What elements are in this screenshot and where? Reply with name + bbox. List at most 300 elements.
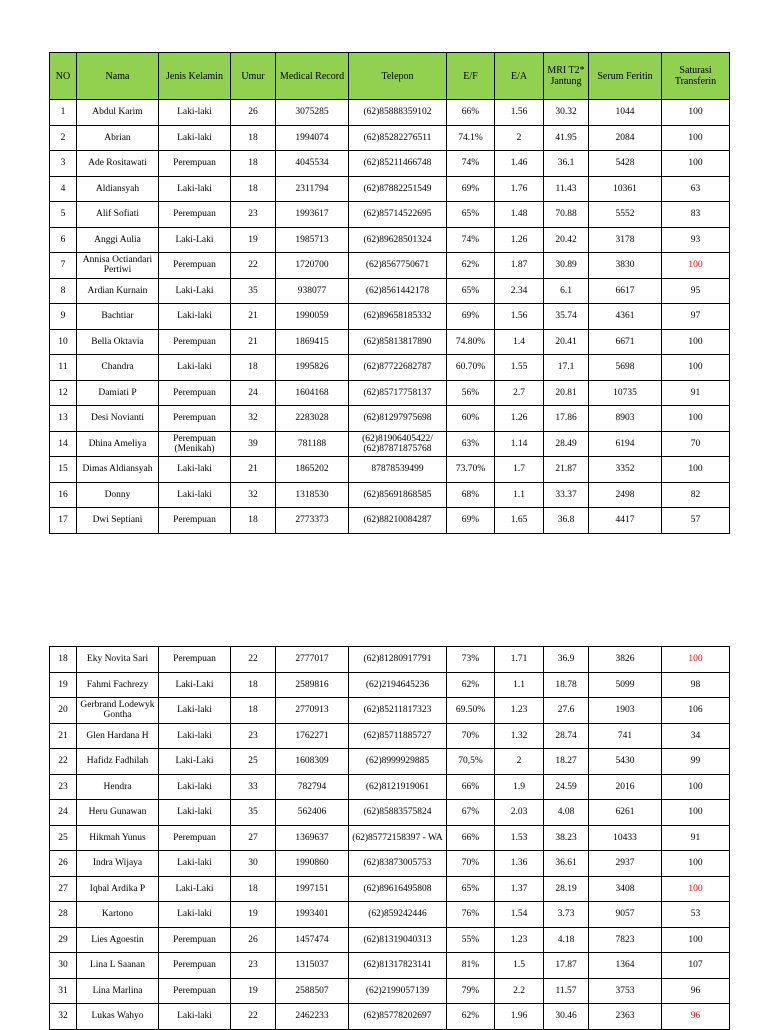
- cell-jenis-kelamin: Laki-laki: [159, 100, 231, 126]
- cell-ef: 74%: [447, 151, 495, 177]
- table-row: [50, 304, 730, 330]
- cell-saturasi-transferin: 53: [662, 902, 730, 928]
- cell-no: 9: [50, 304, 77, 330]
- cell-no: 8: [50, 278, 77, 304]
- header-ea: E/A: [495, 53, 544, 100]
- cell-ea: 1.36: [495, 851, 544, 877]
- cell-jenis-kelamin: Perempuan: [159, 953, 231, 979]
- header-medical-record: Medical Record: [276, 53, 349, 100]
- cell-telepon: (62)85888359102: [349, 100, 447, 126]
- cell-serum-feritin: 3753: [589, 978, 662, 1004]
- cell-mri-t2-jantung: 41.95: [544, 125, 589, 151]
- cell-nama: Glen Hardana H: [77, 723, 159, 749]
- cell-ef: 70%: [447, 723, 495, 749]
- cell-saturasi-transferin: 100: [662, 253, 730, 279]
- cell-telepon: (62)85714522695: [349, 202, 447, 228]
- table-row: [50, 647, 730, 673]
- cell-telepon: (62)81280917791: [349, 647, 447, 673]
- cell-umur: 22: [231, 253, 276, 279]
- cell-jenis-kelamin: Perempuan: [159, 508, 231, 534]
- cell-ea: 1.5: [495, 953, 544, 979]
- cell-serum-feritin: 6194: [589, 431, 662, 457]
- cell-medical-record: 562406: [276, 800, 349, 826]
- cell-ef: 62%: [447, 1004, 495, 1030]
- table-row: [50, 202, 730, 228]
- table-row: [50, 800, 730, 826]
- cell-serum-feritin: 5698: [589, 355, 662, 381]
- cell-mri-t2-jantung: 28.49: [544, 431, 589, 457]
- table-row: [50, 125, 730, 151]
- cell-no: 19: [50, 672, 77, 698]
- cell-saturasi-transferin: 34: [662, 723, 730, 749]
- cell-serum-feritin: 5430: [589, 749, 662, 775]
- cell-jenis-kelamin: Perempuan: [159, 253, 231, 279]
- cell-saturasi-transferin: 70: [662, 431, 730, 457]
- cell-medical-record: 1990059: [276, 304, 349, 330]
- cell-medical-record: 2773373: [276, 508, 349, 534]
- cell-telepon: (62)83873005753: [349, 851, 447, 877]
- cell-serum-feritin: 4361: [589, 304, 662, 330]
- table-row: [50, 953, 730, 979]
- cell-ea: 1.56: [495, 100, 544, 126]
- cell-no: 13: [50, 406, 77, 432]
- cell-serum-feritin: 2498: [589, 482, 662, 508]
- cell-nama: Dimas Aldiansyah: [77, 457, 159, 483]
- table-row: [50, 431, 730, 457]
- cell-jenis-kelamin: Laki-laki: [159, 698, 231, 724]
- cell-ea: 1.23: [495, 927, 544, 953]
- cell-medical-record: 1869415: [276, 329, 349, 355]
- cell-ef: 70%: [447, 851, 495, 877]
- cell-ef: 65%: [447, 278, 495, 304]
- cell-jenis-kelamin: Laki-Laki: [159, 227, 231, 253]
- cell-serum-feritin: 3826: [589, 647, 662, 673]
- cell-medical-record: 1993401: [276, 902, 349, 928]
- cell-jenis-kelamin: Perempuan (Menikah): [159, 431, 231, 457]
- table-row: [50, 774, 730, 800]
- cell-ef: 79%: [447, 978, 495, 1004]
- cell-ef: 60%: [447, 406, 495, 432]
- cell-telepon: (62)89658185332: [349, 304, 447, 330]
- header-no: NO: [50, 53, 77, 100]
- cell-serum-feritin: 1364: [589, 953, 662, 979]
- table-row: [50, 329, 730, 355]
- cell-umur: 23: [231, 723, 276, 749]
- table-row: [50, 672, 730, 698]
- cell-umur: 26: [231, 100, 276, 126]
- cell-umur: 23: [231, 202, 276, 228]
- patient-table-page-1: [49, 52, 730, 534]
- cell-medical-record: 2770913: [276, 698, 349, 724]
- cell-ea: 1.54: [495, 902, 544, 928]
- cell-ea: 2.7: [495, 380, 544, 406]
- cell-ef: 66%: [447, 774, 495, 800]
- cell-ef: 73.70%: [447, 457, 495, 483]
- cell-no: 17: [50, 508, 77, 534]
- cell-serum-feritin: 2084: [589, 125, 662, 151]
- cell-umur: 19: [231, 227, 276, 253]
- cell-serum-feritin: 6617: [589, 278, 662, 304]
- cell-medical-record: 1608309: [276, 749, 349, 775]
- cell-mri-t2-jantung: 38.23: [544, 825, 589, 851]
- cell-umur: 39: [231, 431, 276, 457]
- cell-telepon: (62)85211466748: [349, 151, 447, 177]
- cell-ef: 81%: [447, 953, 495, 979]
- cell-telepon: (62)859242446: [349, 902, 447, 928]
- cell-nama: Annisa Octiandari Pertiwi: [77, 253, 159, 279]
- cell-no: 29: [50, 927, 77, 953]
- table-row: [50, 253, 730, 279]
- cell-medical-record: 1318530: [276, 482, 349, 508]
- cell-no: 27: [50, 876, 77, 902]
- cell-ea: 1.87: [495, 253, 544, 279]
- cell-serum-feritin: 8903: [589, 406, 662, 432]
- cell-mri-t2-jantung: 18.27: [544, 749, 589, 775]
- cell-jenis-kelamin: Laki-Laki: [159, 876, 231, 902]
- cell-medical-record: 3075285: [276, 100, 349, 126]
- cell-serum-feritin: 3352: [589, 457, 662, 483]
- cell-ef: 66%: [447, 825, 495, 851]
- cell-nama: Aldiansyah: [77, 176, 159, 202]
- table-row: [50, 825, 730, 851]
- cell-umur: 22: [231, 1004, 276, 1030]
- cell-umur: 30: [231, 851, 276, 877]
- cell-telepon: (62)8999929885: [349, 749, 447, 775]
- cell-medical-record: 2589816: [276, 672, 349, 698]
- cell-medical-record: 1762271: [276, 723, 349, 749]
- cell-no: 5: [50, 202, 77, 228]
- cell-mri-t2-jantung: 28.19: [544, 876, 589, 902]
- cell-ea: 1.96: [495, 1004, 544, 1030]
- cell-ea: 1.14: [495, 431, 544, 457]
- cell-nama: Kartono: [77, 902, 159, 928]
- cell-mri-t2-jantung: 17.87: [544, 953, 589, 979]
- cell-ef: 74%: [447, 227, 495, 253]
- cell-nama: Anggi Aulia: [77, 227, 159, 253]
- cell-mri-t2-jantung: 24.59: [544, 774, 589, 800]
- cell-ea: 2.34: [495, 278, 544, 304]
- cell-mri-t2-jantung: 20.81: [544, 380, 589, 406]
- cell-no: 21: [50, 723, 77, 749]
- cell-mri-t2-jantung: 30.46: [544, 1004, 589, 1030]
- cell-ea: 1.32: [495, 723, 544, 749]
- cell-ef: 62%: [447, 253, 495, 279]
- cell-jenis-kelamin: Perempuan: [159, 151, 231, 177]
- cell-no: 18: [50, 647, 77, 673]
- table-row: [50, 876, 730, 902]
- cell-jenis-kelamin: Laki-laki: [159, 304, 231, 330]
- cell-telepon: (62)8567750671: [349, 253, 447, 279]
- cell-umur: 18: [231, 176, 276, 202]
- cell-saturasi-transferin: 96: [662, 1004, 730, 1030]
- cell-saturasi-transferin: 100: [662, 355, 730, 381]
- cell-mri-t2-jantung: 30.32: [544, 100, 589, 126]
- cell-nama: Heru Gunawan: [77, 800, 159, 826]
- cell-ef: 62%: [447, 672, 495, 698]
- cell-serum-feritin: 10361: [589, 176, 662, 202]
- table-row: [50, 927, 730, 953]
- header-ef: E/F: [447, 53, 495, 100]
- cell-ea: 1.1: [495, 672, 544, 698]
- cell-telepon: (62)81906405422/ (62)87871875768: [349, 431, 447, 457]
- cell-mri-t2-jantung: 20.41: [544, 329, 589, 355]
- cell-umur: 19: [231, 978, 276, 1004]
- cell-umur: 27: [231, 825, 276, 851]
- cell-medical-record: 1993617: [276, 202, 349, 228]
- cell-nama: Dwi Septiani: [77, 508, 159, 534]
- cell-saturasi-transferin: 100: [662, 329, 730, 355]
- cell-umur: 18: [231, 355, 276, 381]
- cell-umur: 18: [231, 508, 276, 534]
- cell-no: 15: [50, 457, 77, 483]
- cell-mri-t2-jantung: 33.37: [544, 482, 589, 508]
- cell-jenis-kelamin: Laki-laki: [159, 457, 231, 483]
- cell-ef: 69%: [447, 304, 495, 330]
- cell-saturasi-transferin: 96: [662, 978, 730, 1004]
- cell-umur: 23: [231, 953, 276, 979]
- cell-mri-t2-jantung: 17.86: [544, 406, 589, 432]
- cell-nama: Bachtiar: [77, 304, 159, 330]
- cell-serum-feritin: 2363: [589, 1004, 662, 1030]
- cell-telepon: 87878539499: [349, 457, 447, 483]
- cell-saturasi-transferin: 100: [662, 800, 730, 826]
- cell-ea: 2.03: [495, 800, 544, 826]
- cell-saturasi-transferin: 91: [662, 380, 730, 406]
- cell-no: 23: [50, 774, 77, 800]
- cell-medical-record: 1997151: [276, 876, 349, 902]
- cell-jenis-kelamin: Perempuan: [159, 380, 231, 406]
- cell-saturasi-transferin: 100: [662, 927, 730, 953]
- cell-telepon: (62)87882251549: [349, 176, 447, 202]
- cell-telepon: (62)81319040313: [349, 927, 447, 953]
- header-jenis-kelamin: Jenis Kelamin: [159, 53, 231, 100]
- cell-mri-t2-jantung: 36.8: [544, 508, 589, 534]
- table-row: [50, 176, 730, 202]
- cell-umur: 22: [231, 647, 276, 673]
- table-header-row: [50, 53, 730, 100]
- cell-jenis-kelamin: Perempuan: [159, 406, 231, 432]
- cell-serum-feritin: 5428: [589, 151, 662, 177]
- cell-mri-t2-jantung: 20.42: [544, 227, 589, 253]
- cell-telepon: (62)85711885727: [349, 723, 447, 749]
- cell-saturasi-transferin: 97: [662, 304, 730, 330]
- cell-nama: Lies Agoestin: [77, 927, 159, 953]
- cell-serum-feritin: 5099: [589, 672, 662, 698]
- cell-jenis-kelamin: Laki-laki: [159, 125, 231, 151]
- cell-mri-t2-jantung: 36.1: [544, 151, 589, 177]
- table-row: [50, 278, 730, 304]
- cell-umur: 18: [231, 876, 276, 902]
- cell-medical-record: 1990860: [276, 851, 349, 877]
- cell-jenis-kelamin: Laki-laki: [159, 723, 231, 749]
- cell-nama: Lina Marlina: [77, 978, 159, 1004]
- cell-nama: Hikmah Yunus: [77, 825, 159, 851]
- patient-table-page-2: [49, 646, 730, 1030]
- table-row: [50, 457, 730, 483]
- cell-telepon: (62)8561442178: [349, 278, 447, 304]
- cell-ea: 1.46: [495, 151, 544, 177]
- cell-mri-t2-jantung: 6.1: [544, 278, 589, 304]
- cell-saturasi-transferin: 99: [662, 749, 730, 775]
- cell-no: 22: [50, 749, 77, 775]
- cell-medical-record: 1994074: [276, 125, 349, 151]
- cell-nama: Lina L Saanan: [77, 953, 159, 979]
- cell-no: 1: [50, 100, 77, 126]
- cell-serum-feritin: 4417: [589, 508, 662, 534]
- cell-saturasi-transferin: 100: [662, 774, 730, 800]
- cell-mri-t2-jantung: 70.88: [544, 202, 589, 228]
- cell-mri-t2-jantung: 21.87: [544, 457, 589, 483]
- cell-serum-feritin: 10433: [589, 825, 662, 851]
- cell-ea: 2: [495, 749, 544, 775]
- cell-medical-record: 1865202: [276, 457, 349, 483]
- cell-jenis-kelamin: Perempuan: [159, 647, 231, 673]
- cell-no: 11: [50, 355, 77, 381]
- cell-mri-t2-jantung: 35.74: [544, 304, 589, 330]
- cell-mri-t2-jantung: 3.73: [544, 902, 589, 928]
- cell-no: 26: [50, 851, 77, 877]
- cell-telepon: (62)85691868585: [349, 482, 447, 508]
- cell-jenis-kelamin: Laki-Laki: [159, 749, 231, 775]
- cell-serum-feritin: 6261: [589, 800, 662, 826]
- cell-nama: Donny: [77, 482, 159, 508]
- table-row: [50, 355, 730, 381]
- cell-ef: 65%: [447, 202, 495, 228]
- table-row: [50, 698, 730, 724]
- cell-nama: Ardian Kurnain: [77, 278, 159, 304]
- cell-jenis-kelamin: Perempuan: [159, 978, 231, 1004]
- cell-saturasi-transferin: 82: [662, 482, 730, 508]
- cell-mri-t2-jantung: 17.1: [544, 355, 589, 381]
- cell-umur: 18: [231, 672, 276, 698]
- cell-saturasi-transferin: 83: [662, 202, 730, 228]
- cell-jenis-kelamin: Laki-laki: [159, 355, 231, 381]
- cell-mri-t2-jantung: 11.43: [544, 176, 589, 202]
- cell-serum-feritin: 6671: [589, 329, 662, 355]
- cell-no: 7: [50, 253, 77, 279]
- table-row: [50, 508, 730, 534]
- cell-serum-feritin: 5552: [589, 202, 662, 228]
- cell-telepon: (62)85813817890: [349, 329, 447, 355]
- cell-ea: 1.53: [495, 825, 544, 851]
- cell-medical-record: 1315037: [276, 953, 349, 979]
- cell-nama: Eky Novita Sari: [77, 647, 159, 673]
- cell-umur: 21: [231, 329, 276, 355]
- cell-ea: 1.71: [495, 647, 544, 673]
- cell-nama: Dhina Ameliya: [77, 431, 159, 457]
- cell-saturasi-transferin: 100: [662, 406, 730, 432]
- cell-ea: 1.76: [495, 176, 544, 202]
- cell-jenis-kelamin: Laki-laki: [159, 774, 231, 800]
- cell-saturasi-transferin: 100: [662, 151, 730, 177]
- cell-umur: 18: [231, 151, 276, 177]
- cell-no: 31: [50, 978, 77, 1004]
- header-saturasi-transferin: Saturasi Transferin: [662, 53, 730, 100]
- cell-ea: 1.56: [495, 304, 544, 330]
- cell-ea: 1.55: [495, 355, 544, 381]
- cell-ef: 63%: [447, 431, 495, 457]
- cell-jenis-kelamin: Perempuan: [159, 927, 231, 953]
- cell-ef: 65%: [447, 876, 495, 902]
- cell-mri-t2-jantung: 4.08: [544, 800, 589, 826]
- cell-telepon: (62)87722682787: [349, 355, 447, 381]
- header-serum-feritin: Serum Feritin: [589, 53, 662, 100]
- cell-ef: 68%: [447, 482, 495, 508]
- cell-saturasi-transferin: 63: [662, 176, 730, 202]
- cell-nama: Iqbal Ardika P: [77, 876, 159, 902]
- cell-medical-record: 782794: [276, 774, 349, 800]
- cell-telepon: (62)85778202697: [349, 1004, 447, 1030]
- table-row: [50, 749, 730, 775]
- cell-jenis-kelamin: Laki-laki: [159, 1004, 231, 1030]
- cell-no: 3: [50, 151, 77, 177]
- cell-umur: 32: [231, 406, 276, 432]
- cell-jenis-kelamin: Laki-laki: [159, 851, 231, 877]
- cell-telepon: (62)88210084287: [349, 508, 447, 534]
- cell-telepon: (62)89628501324: [349, 227, 447, 253]
- cell-ea: 2: [495, 125, 544, 151]
- cell-ef: 56%: [447, 380, 495, 406]
- cell-nama: Abdul Karim: [77, 100, 159, 126]
- cell-medical-record: 2311794: [276, 176, 349, 202]
- cell-telepon: (62)85883575824: [349, 800, 447, 826]
- cell-ea: 1.23: [495, 698, 544, 724]
- table-row: [50, 723, 730, 749]
- table-row: [50, 851, 730, 877]
- cell-saturasi-transferin: 100: [662, 100, 730, 126]
- table-row: [50, 227, 730, 253]
- cell-mri-t2-jantung: 36.9: [544, 647, 589, 673]
- cell-telepon: (62)81317823141: [349, 953, 447, 979]
- cell-ea: 1.37: [495, 876, 544, 902]
- cell-no: 12: [50, 380, 77, 406]
- cell-nama: Chandra: [77, 355, 159, 381]
- cell-nama: Desi Novianti: [77, 406, 159, 432]
- cell-nama: Gerbrand Lodewyk Gontha: [77, 698, 159, 724]
- cell-mri-t2-jantung: 4.18: [544, 927, 589, 953]
- cell-saturasi-transferin: 100: [662, 647, 730, 673]
- cell-ef: 69.50%: [447, 698, 495, 724]
- cell-mri-t2-jantung: 30.89: [544, 253, 589, 279]
- cell-ea: 1.48: [495, 202, 544, 228]
- cell-ef: 66%: [447, 100, 495, 126]
- cell-telepon: (62)85772158397 - WA: [349, 825, 447, 851]
- table-row: [50, 380, 730, 406]
- patient-rows-page-1: [50, 100, 730, 534]
- cell-no: 2: [50, 125, 77, 151]
- header-umur: Umur: [231, 53, 276, 100]
- cell-jenis-kelamin: Laki-laki: [159, 800, 231, 826]
- cell-no: 25: [50, 825, 77, 851]
- cell-no: 14: [50, 431, 77, 457]
- cell-ef: 73%: [447, 647, 495, 673]
- cell-jenis-kelamin: Laki-Laki: [159, 278, 231, 304]
- cell-no: 24: [50, 800, 77, 826]
- cell-saturasi-transferin: 93: [662, 227, 730, 253]
- cell-umur: 21: [231, 304, 276, 330]
- cell-umur: 19: [231, 902, 276, 928]
- cell-medical-record: 2462233: [276, 1004, 349, 1030]
- cell-nama: Ade Rositawati: [77, 151, 159, 177]
- cell-saturasi-transferin: 100: [662, 125, 730, 151]
- table-row: [50, 902, 730, 928]
- cell-saturasi-transferin: 95: [662, 278, 730, 304]
- cell-serum-feritin: 1044: [589, 100, 662, 126]
- cell-nama: Lukas Wahyo: [77, 1004, 159, 1030]
- cell-no: 30: [50, 953, 77, 979]
- cell-serum-feritin: 3178: [589, 227, 662, 253]
- cell-mri-t2-jantung: 36.61: [544, 851, 589, 877]
